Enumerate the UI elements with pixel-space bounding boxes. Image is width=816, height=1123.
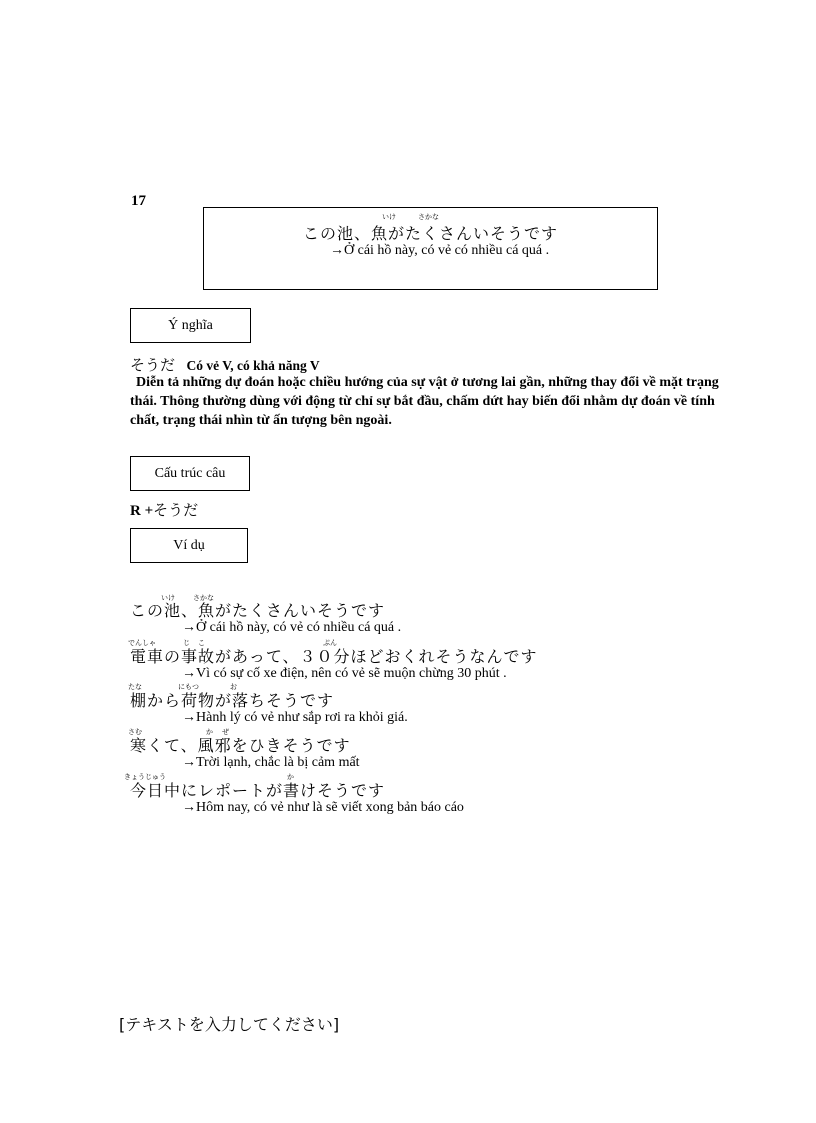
example-1-japanese: この池、魚がたくさんいそうです	[130, 601, 386, 620]
furigana-ike-2: いけ	[161, 594, 175, 602]
furigana-kyoujuu: きょうじゅう	[124, 773, 166, 781]
furigana-sakana: さかな	[418, 213, 439, 221]
example-box-japanese: この池、魚がたくさんいそうです	[302, 224, 558, 243]
furigana-ko: こ	[198, 639, 205, 647]
furigana-sakana-2: さかな	[193, 594, 214, 602]
structure-label-box	[130, 456, 250, 491]
furigana-kaze-ze: ぜ	[222, 728, 229, 736]
meaning-gloss: Có vẻ V, có khả năng V	[186, 358, 320, 373]
furigana-tana: たな	[128, 683, 142, 691]
furigana-kaze-ka: か	[206, 728, 213, 736]
meaning-heading	[130, 354, 320, 375]
example-3-japanese: 棚から荷物が落ちそうです	[130, 691, 335, 710]
example-2-vietnamese: →Vì có sự cố xe điện, nên có vẻ sẽ muộn chừng 30 phút .	[182, 666, 507, 681]
meaning-label-box	[130, 308, 251, 343]
furigana-ike: いけ	[382, 213, 396, 221]
example-box-vietnamese: →Ở cái hồ này, có vẻ có nhiều cá quá .	[330, 243, 550, 258]
example-box	[203, 207, 658, 290]
example-4-vietnamese: →Trời lạnh, chắc là bị cảm mất	[182, 755, 360, 770]
furigana-densha: でんしゃ	[128, 639, 156, 647]
structure-formula	[130, 499, 198, 520]
example-3-vietnamese: →Hành lý có vẻ như sắp rơi ra khỏi giá.	[182, 710, 408, 725]
page-number: 17	[131, 193, 146, 209]
structure-label: Cấu trúc câu	[154, 465, 226, 481]
footer-placeholder-text: [テキストを入力してください]	[119, 1015, 340, 1034]
meaning-label: Ý nghĩa	[168, 317, 213, 333]
structure-pattern: そうだ	[153, 501, 199, 519]
meaning-pattern: そうだ	[130, 356, 176, 374]
example-1-vietnamese: →Ở cái hồ này, có vẻ có nhiều cá quá .	[182, 620, 402, 635]
furigana-o: お	[230, 683, 237, 691]
example-2-japanese: 電車の事故があって、３０分ほどおくれそうなんです	[130, 647, 538, 666]
meaning-description: Diễn tả những dự đoán hoặc chiều hướng của sự vật ở tương lai gần, những thay đổi về mặt trạng thái. Thông thường dùng với động từ chỉ sự bắt đầu, chấm dứt hay biến đổi nhằm dự đoán về tính chất, trạng thái nhìn từ ấn tượng bên ngoài.	[130, 375, 719, 428]
example-5-vietnamese: →Hôm nay, có vẻ như là sẽ viết xong bản báo cáo	[182, 800, 464, 815]
furigana-ka: か	[287, 773, 294, 781]
examples-label: Ví dụ	[173, 537, 205, 553]
structure-prefix: R +	[130, 503, 154, 519]
furigana-samu: さむ	[128, 728, 142, 736]
furigana-nimotsu: にもつ	[178, 683, 199, 691]
furigana-ji: じ	[183, 639, 190, 647]
example-4-japanese: 寒くて、風邪をひきそうです	[130, 736, 351, 755]
example-5-japanese: 今日中にレポートが書けそうです	[130, 781, 386, 800]
furigana-fun: ぷん	[323, 639, 337, 647]
examples-label-box	[130, 528, 248, 563]
